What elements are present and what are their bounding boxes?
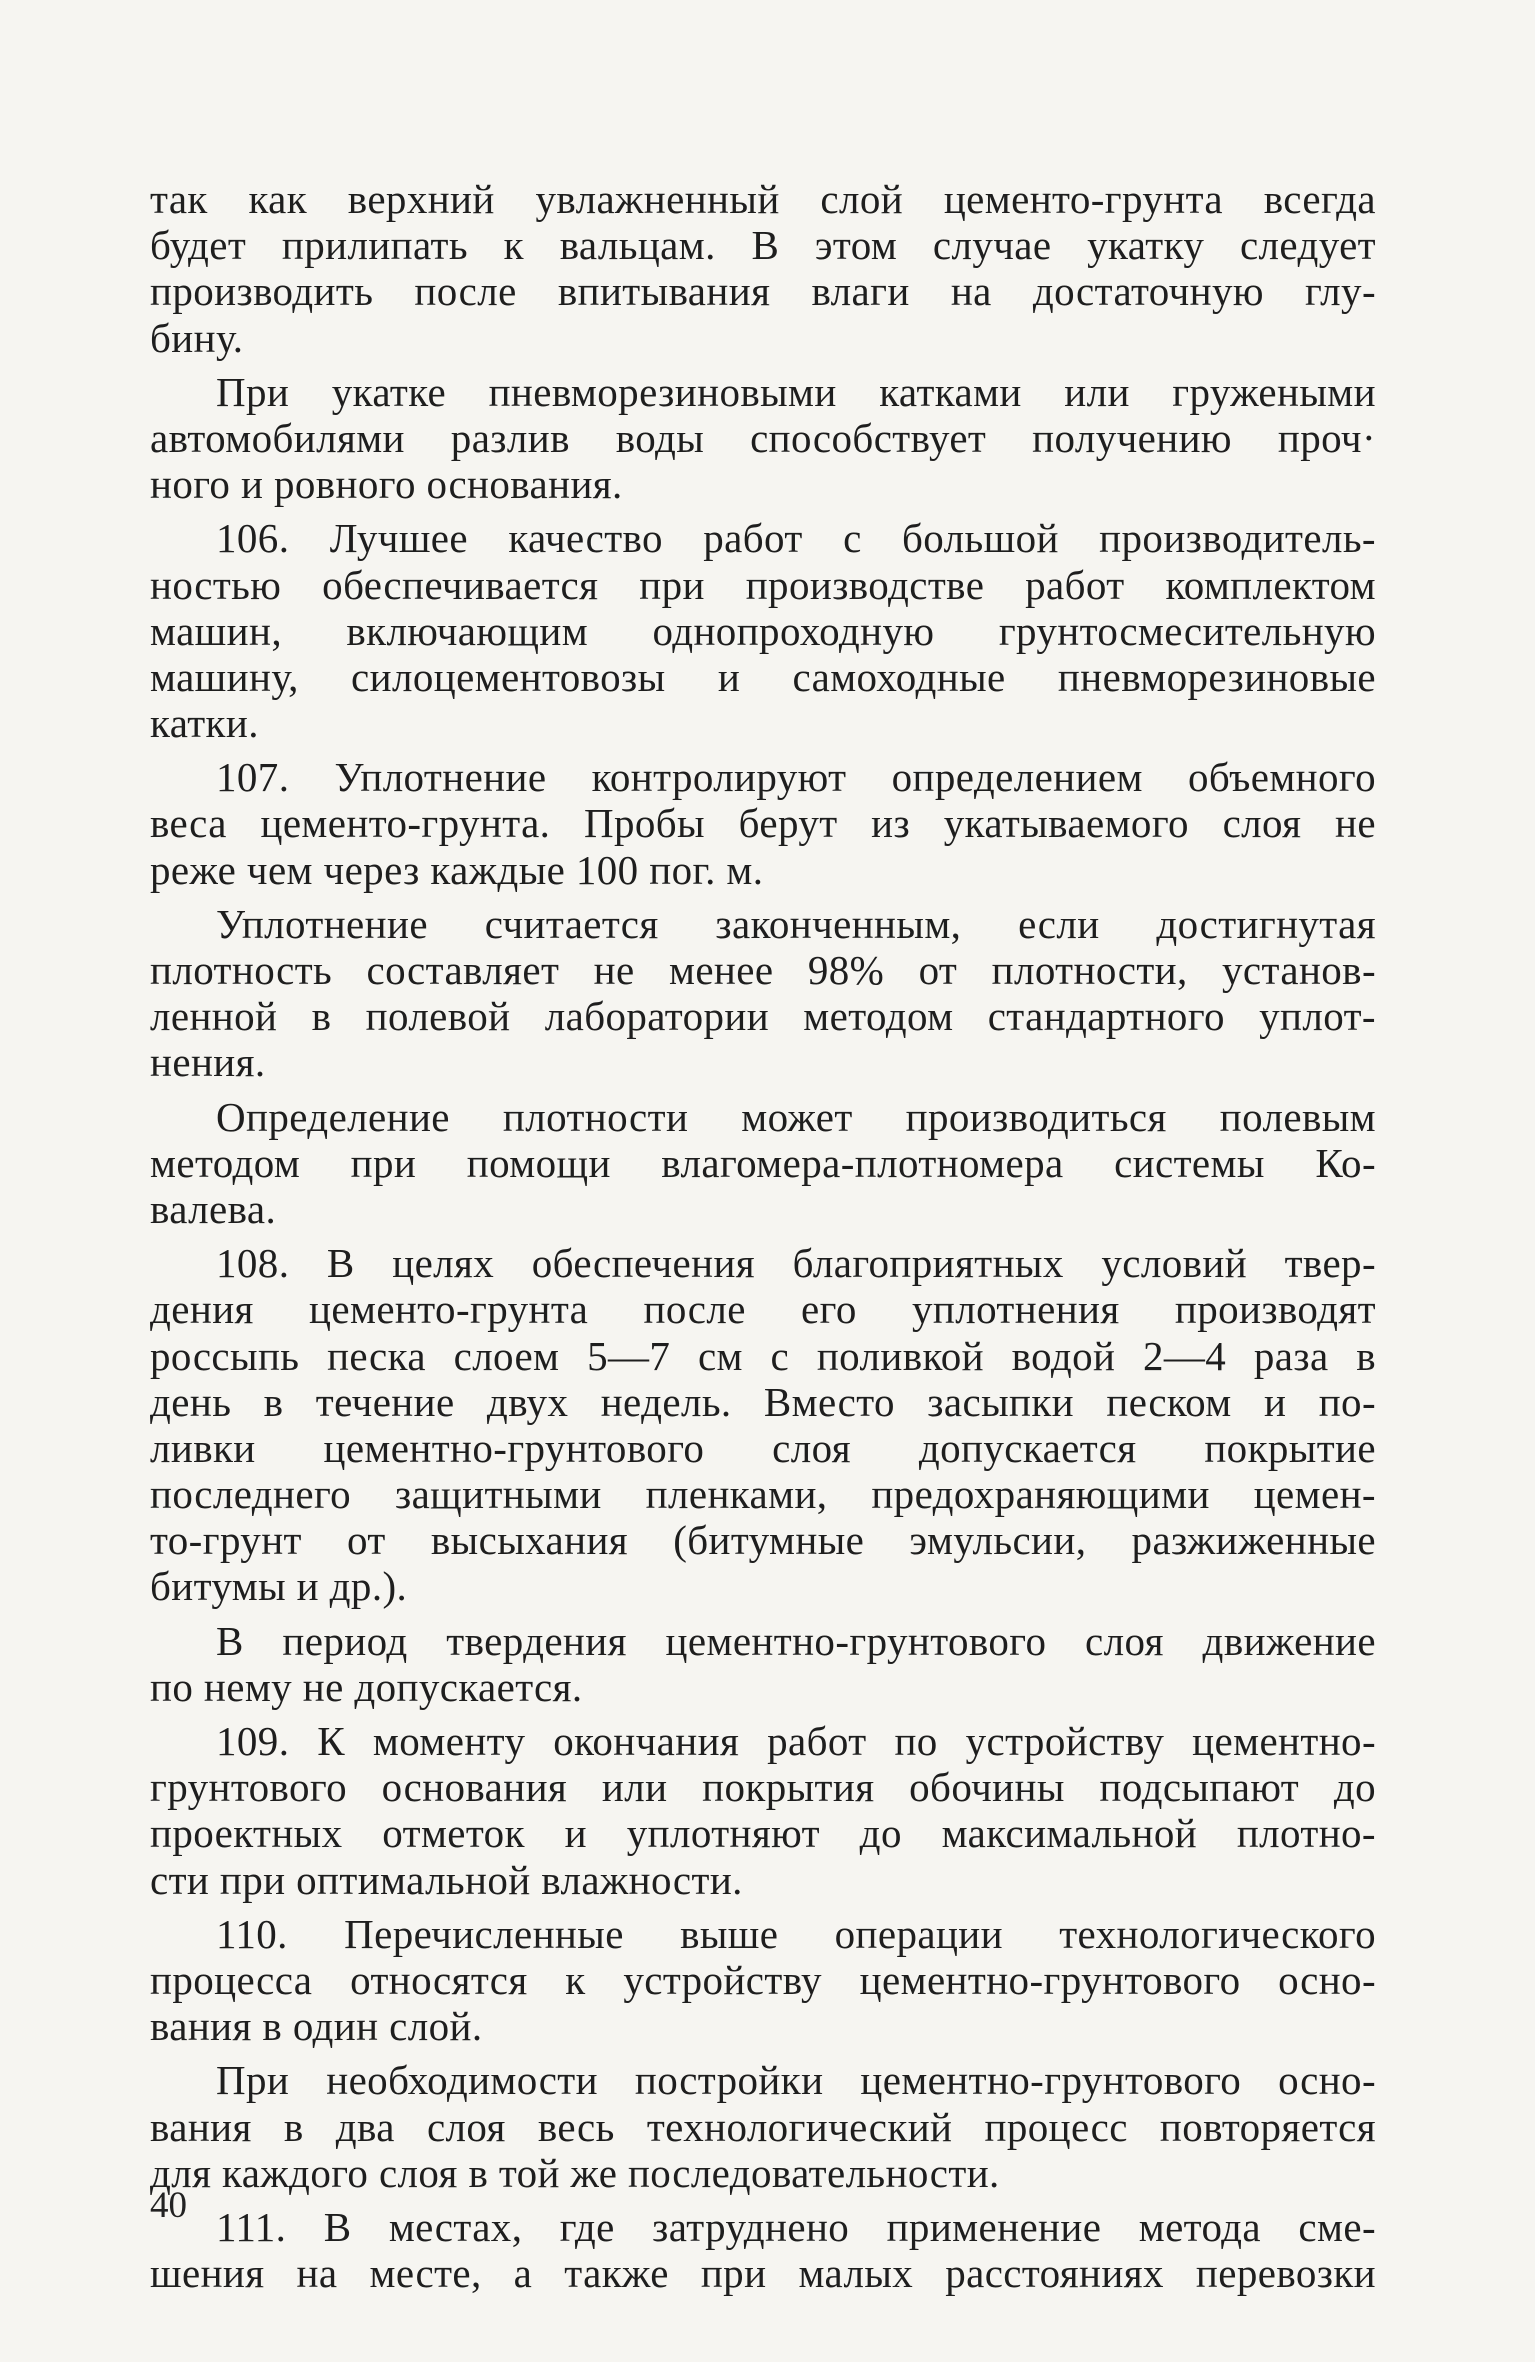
paragraph bbox=[150, 1911, 1376, 2050]
text-line: 108. В целях обеспечения благоприятных условий твер- bbox=[216, 1240, 1376, 1287]
text-line: вания в один слой. bbox=[150, 2003, 483, 2050]
paragraph bbox=[150, 1240, 1376, 1610]
text-line: дения цементо-грунта после его уплотнения производят bbox=[150, 1286, 1376, 1333]
text-line: процесса относятся к устройству цементно-грунтового осно- bbox=[150, 1956, 1376, 2003]
text-line: При необходимости постройки цементно-грунтового осно- bbox=[216, 2057, 1376, 2104]
paragraph bbox=[150, 2204, 1376, 2296]
text-line: автомобилями разлив воды способствует получению проч· bbox=[150, 414, 1376, 461]
text-line: проектных отметок и уплотняют до максимальной плотно- bbox=[150, 1810, 1376, 1857]
text-line: катки. bbox=[150, 700, 259, 747]
text-line: плотность составляет не менее 98% от плотности, установ- bbox=[150, 947, 1376, 993]
text-line: так как верхний увлажненный слой цементо-грунта всегда bbox=[150, 176, 1376, 222]
text-line: производить после впитывания влаги на достаточную глу- bbox=[150, 268, 1376, 315]
paragraph bbox=[150, 369, 1376, 508]
text-line: При укатке пневморезиновыми катками или гружеными bbox=[216, 368, 1376, 415]
paragraph bbox=[150, 901, 1376, 1086]
text-line: машину, силоцементовозы и самоходные пневморезиновые bbox=[150, 653, 1376, 700]
text-line: Уплотнение считается законченным, если достигнутая bbox=[216, 900, 1376, 947]
text-line: по нему не допускается. bbox=[150, 1663, 583, 1710]
paragraph bbox=[150, 515, 1376, 746]
text-line: 107. Уплотнение контролируют определением объемного bbox=[216, 754, 1376, 801]
paragraph bbox=[150, 176, 1376, 361]
text-line: вания в два слоя весь технологический процесс повторяется bbox=[150, 2103, 1376, 2150]
paragraph bbox=[150, 754, 1376, 893]
text-line: Определение плотности может производиться полевым bbox=[216, 1093, 1376, 1140]
page-body bbox=[150, 176, 1376, 2304]
paragraph bbox=[150, 2057, 1376, 2196]
text-line: валева. bbox=[150, 1185, 277, 1232]
text-line: ленной в полевой лаборатории методом стандартного уплот- bbox=[150, 993, 1376, 1040]
text-line: последнего защитными пленками, предохраняющими цемен- bbox=[150, 1471, 1376, 1518]
text-line: методом при помощи влагомера-плотномера системы Ко- bbox=[150, 1139, 1376, 1186]
page-number: 40 bbox=[150, 2185, 187, 2226]
text-line: 109. К моменту окончания работ по устройству цементно- bbox=[216, 1718, 1376, 1764]
paragraph bbox=[150, 1718, 1376, 1903]
paragraph bbox=[150, 1094, 1376, 1233]
text-line: 111. В местах, где затруднено применение метода сме- bbox=[216, 2203, 1376, 2250]
text-line: бину. bbox=[150, 314, 244, 361]
text-line: россыпь песка слоем 5—7 см с поливкой водой 2—4 раза в bbox=[150, 1332, 1376, 1379]
text-line: веса цементо-грунта. Пробы берут из укатываемого слоя не bbox=[150, 800, 1376, 847]
text-line: сти при оптимальной влажности. bbox=[150, 1856, 743, 1903]
text-line: ливки цементно-грунтового слоя допускается покрытие bbox=[150, 1424, 1376, 1471]
text-line: шения на месте, а также при малых расстояниях перевозки bbox=[150, 2250, 1376, 2297]
text-line: 106. Лучшее качество работ с большой производитель- bbox=[216, 515, 1376, 562]
text-line: В период твердения цементно-грунтового слоя движение bbox=[216, 1617, 1376, 1664]
text-line: день в течение двух недель. Вместо засыпки песком и по- bbox=[150, 1378, 1376, 1425]
text-line: нения. bbox=[150, 1039, 266, 1086]
text-line: ного и ровного основания. bbox=[150, 461, 623, 508]
text-line: то-грунт от высыхания (битумные эмульсии, разжиженные bbox=[150, 1517, 1376, 1564]
text-line: реже чем через каждые 100 пог. м. bbox=[150, 846, 764, 893]
text-line: 110. Перечисленные выше операции технологического bbox=[216, 1910, 1376, 1957]
text-line: битумы и др.). bbox=[150, 1563, 408, 1610]
paragraph bbox=[150, 1618, 1376, 1710]
text-line: грунтового основания или покрытия обочины подсыпают до bbox=[150, 1764, 1376, 1811]
text-line: для каждого слоя в той же последовательности. bbox=[150, 2149, 1000, 2196]
text-line: машин, включающим однопроходную грунтосмесительную bbox=[150, 607, 1376, 654]
text-line: будет прилипать к вальцам. В этом случае укатку следует bbox=[150, 222, 1376, 269]
text-line: ностью обеспечивается при производстве работ комплектом bbox=[150, 561, 1376, 608]
